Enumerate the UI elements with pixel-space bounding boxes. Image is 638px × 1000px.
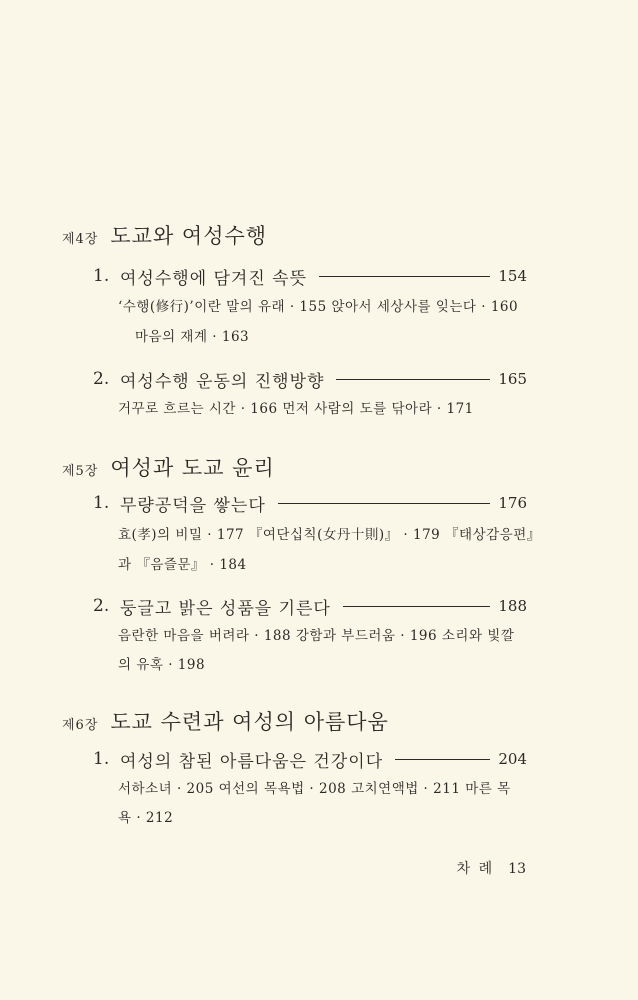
entry-subtopics: ‘수행(修行)’이란 말의 유래 · 155 앉아서 세상사를 잊는다 · 160: [118, 299, 519, 315]
leader-line: [278, 503, 491, 504]
entry-page: 188: [498, 597, 527, 615]
footer-label: 차 례: [456, 861, 495, 877]
entry-title: 여성의 참된 아름다움은 건강이다: [120, 751, 384, 772]
chapter-label: 제6장: [62, 718, 99, 733]
entry-number: 2.: [93, 596, 110, 616]
toc-entry[interactable]: [93, 366, 527, 392]
entry-number: 1.: [93, 266, 110, 286]
page-number: 13: [508, 861, 526, 877]
entry-page: 176: [498, 494, 527, 512]
toc-entry[interactable]: [93, 263, 527, 289]
toc-entry[interactable]: [93, 593, 527, 619]
entry-subtopics: 과 『음즐문』 · 184: [118, 557, 247, 573]
entry-subtopics: 마음의 재계 · 163: [135, 329, 250, 345]
page-footer: [457, 858, 526, 878]
leader-line: [343, 606, 491, 607]
entry-subtopics: 효(孝)의 비밀 · 177 『여단십칙(女丹十則)』 · 179 『태상감응편』: [118, 527, 541, 543]
entry-page: 165: [498, 370, 527, 388]
entry-title: 무량공덕을 쌓는다: [120, 495, 266, 516]
chapter-label: 제5장: [62, 464, 99, 479]
chapter-title: 도교와 여성수행: [110, 224, 268, 248]
entry-subtopics: 서하소녀 · 205 여선의 목욕법 · 208 고치연액법 · 211 마른 목: [118, 781, 511, 797]
chapter-label: 제4장: [62, 232, 99, 247]
entry-page: 204: [498, 750, 527, 768]
entry-subtopics: 음란한 마음을 버려라 · 188 강함과 부드러움 · 196 소리와 빛깔: [118, 628, 515, 644]
entry-subtopics: 거꾸로 흐르는 시간 · 166 먼저 사람의 도를 닦아라 · 171: [118, 401, 474, 417]
leader-line: [395, 759, 490, 760]
chapter-heading: [62, 220, 267, 250]
entry-title: 여성수행 운동의 진행방향: [120, 371, 325, 392]
toc-entry[interactable]: [93, 746, 527, 772]
chapter-heading: [62, 706, 389, 736]
toc-entry[interactable]: [93, 490, 527, 516]
leader-line: [319, 276, 490, 277]
leader-line: [336, 379, 490, 380]
entry-title: 여성수행에 담겨진 속뜻: [120, 268, 308, 289]
entry-page: 154: [498, 267, 527, 285]
entry-subtopics: 의 유혹 · 198: [118, 657, 206, 673]
chapter-title: 도교 수련과 여성의 아름다움: [110, 710, 389, 734]
chapter-heading: [62, 452, 275, 482]
entry-subtopics: 욕 · 212: [118, 810, 174, 826]
entry-title: 둥글고 밝은 성품을 기른다: [120, 598, 331, 619]
chapter-title: 여성과 도교 윤리: [110, 456, 275, 480]
entry-number: 1.: [93, 749, 110, 769]
entry-number: 2.: [93, 369, 110, 389]
entry-number: 1.: [93, 493, 110, 513]
